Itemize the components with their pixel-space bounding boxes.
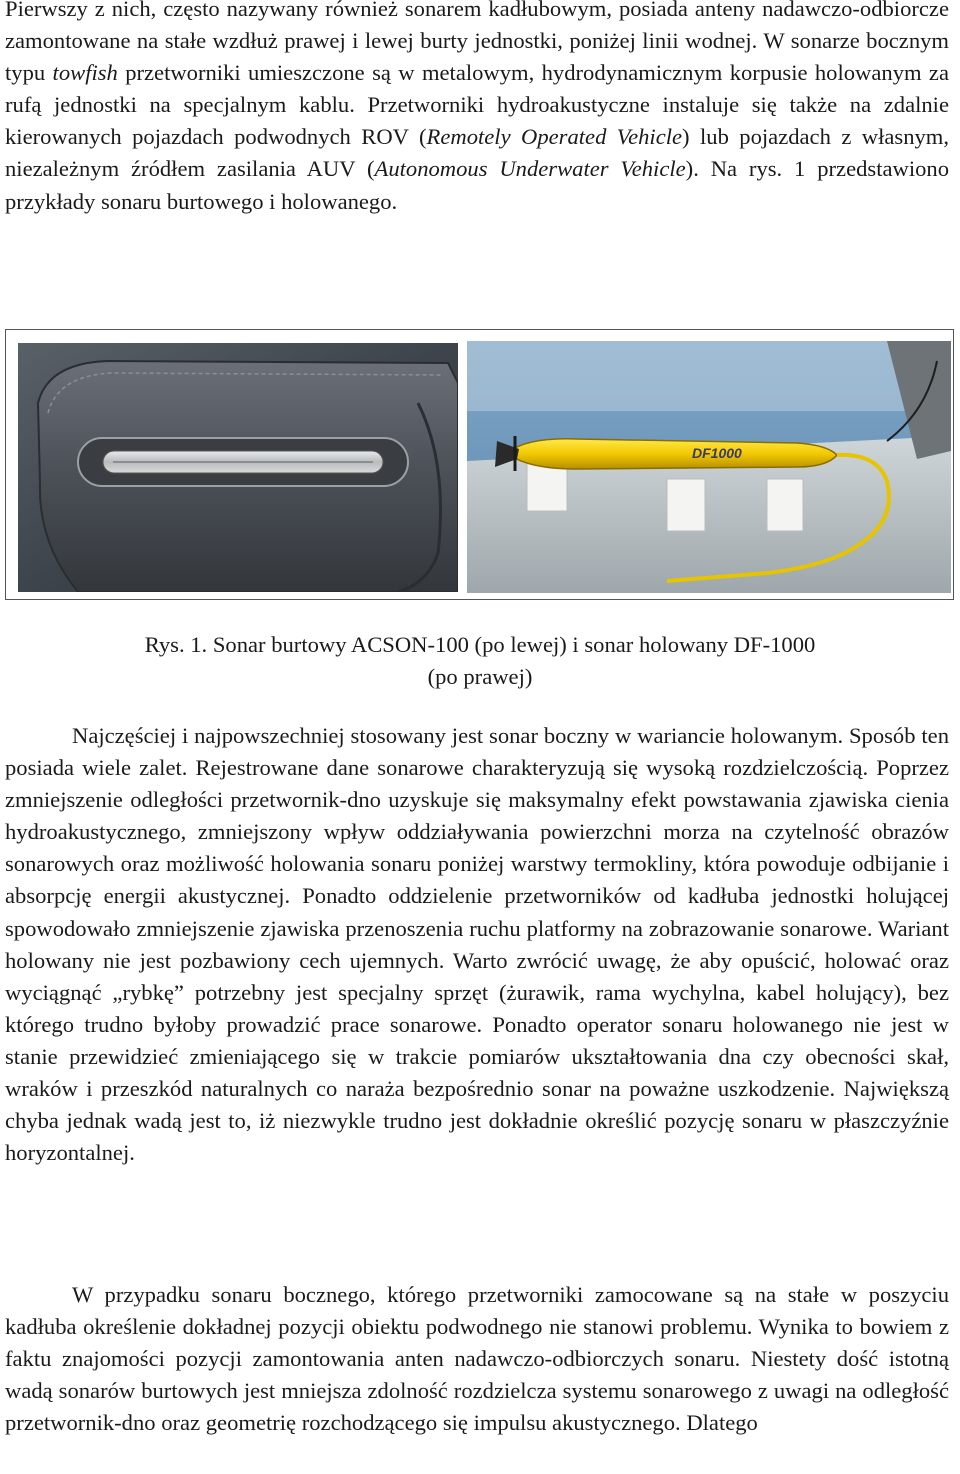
sonar-holowany-photo	[467, 341, 951, 593]
sonar-burtowy-photo	[18, 343, 458, 592]
figure-caption-line-1: Rys. 1. Sonar burtowy ACSON-100 (po lewej) i sonar holowany DF-1000	[144, 632, 816, 657]
term-auv-full: Autonomous Underwater Vehicle	[374, 156, 686, 182]
term-rov-full: Remotely Operated Vehicle	[426, 124, 683, 150]
paragraph-1	[5, 0, 949, 218]
paragraph-1-text-a: Pierwszy z nich, często nazywany również sonarem kadłubowym, posiada anteny nadawczo-odbiorcze zamontowane na stałe wzdłuż prawej i lewej burty jednostki, poniżej linii wodnej. W sonarze bocznym typu	[5, 0, 949, 86]
term-towfish: towfish	[52, 60, 118, 86]
paragraph-1-text-c: ) lub pojazdach z własnym, niezależnym źródłem zasilania AUV (	[5, 124, 950, 182]
df1000-label: DF1000	[692, 445, 742, 461]
paragraph-3	[5, 1279, 949, 1439]
paragraph-2	[5, 720, 949, 1169]
paragraph-2-text: Najczęściej i najpowszechniej stosowany jest sonar boczny w wariancie holowanym. Sposób ten posiada wiele zalet. Rejestrowane dane sonarowe charakteryzują się wysoką rozdzielczością. Poprzez zmniejszenie odległości przetwornik-dno uzyskuje się maksymalny efekt powstawania zjawiska cienia hydroakustycznego, zmniejszony wpływ oddziaływania powierzchni morza na czytelność obrazów sonarowych oraz możliwość holowania sonaru poniżej warstwy termokliny, która powoduje odbijanie i absorpcję energii akustycznej. Ponadto oddzielenie przetworników od kadłuba jednostki holującej spowodowało zmniejszenie zjawiska przenoszenia ruchu platformy na zobrazowanie sonarowe. Wariant holowany nie jest pozbawiony cech ujemnych. Warto zwrócić uwagę, że aby opuścić, holować oraz wyciągnąć „rybkę” potrzebny jest specjalny sprzęt (żurawik, rama wychylna, kabel holujący), bez którego trudno byłoby prowadzić prace sonarowe. Ponadto operator sonaru holowanego nie jest w stanie przewidzieć zmieniającego się w trakcie pomiarów ukształtowania dna czy obecności skał, wraków i przeszkód naturalnych co naraża bezpośrednio sonar na poważne uszkodzenie. Największą chyba jednak wadą jest to, iż niezwykle trudno jest dokładnie określić pozycję sonaru w płaszczyźnie horyzontalnej.	[5, 723, 949, 1166]
paragraph-1-text-d: ). Na rys. 1 przedstawiono przykłady sonaru burtowego i holowanego.	[5, 156, 949, 214]
figure-caption-line-2: (po prawej)	[427, 664, 533, 689]
paragraph-1-text-b: przetworniki umieszczone są w metalowym, hydrodynamicznym korpusie holowanym za rufą jednostki na specjalnym kablu. Przetworniki hydroakustyczne instaluje się także na zdalnie kierowanych pojazdach podwodnych ROV (	[5, 60, 949, 150]
paragraph-3-text: W przypadku sonaru bocznego, którego przetworniki zamocowane są na stałe w poszyciu kadłuba określenie dokładnej pozycji obiektu podwodnego nie stanowi problemu. Wynika to bowiem z faktu znajomości pozycji zamontowania anten nadawczo-odbiorczych sonaru. Niestety dość istotną wadą sonarów burtowych jest mniejsza zdolność rozdzielcza systemu sonarowego z uwagi na odległość przetwornik-dno oraz geometrię rozchodzącego się impulsu akustycznego. Dlatego	[5, 1282, 949, 1436]
